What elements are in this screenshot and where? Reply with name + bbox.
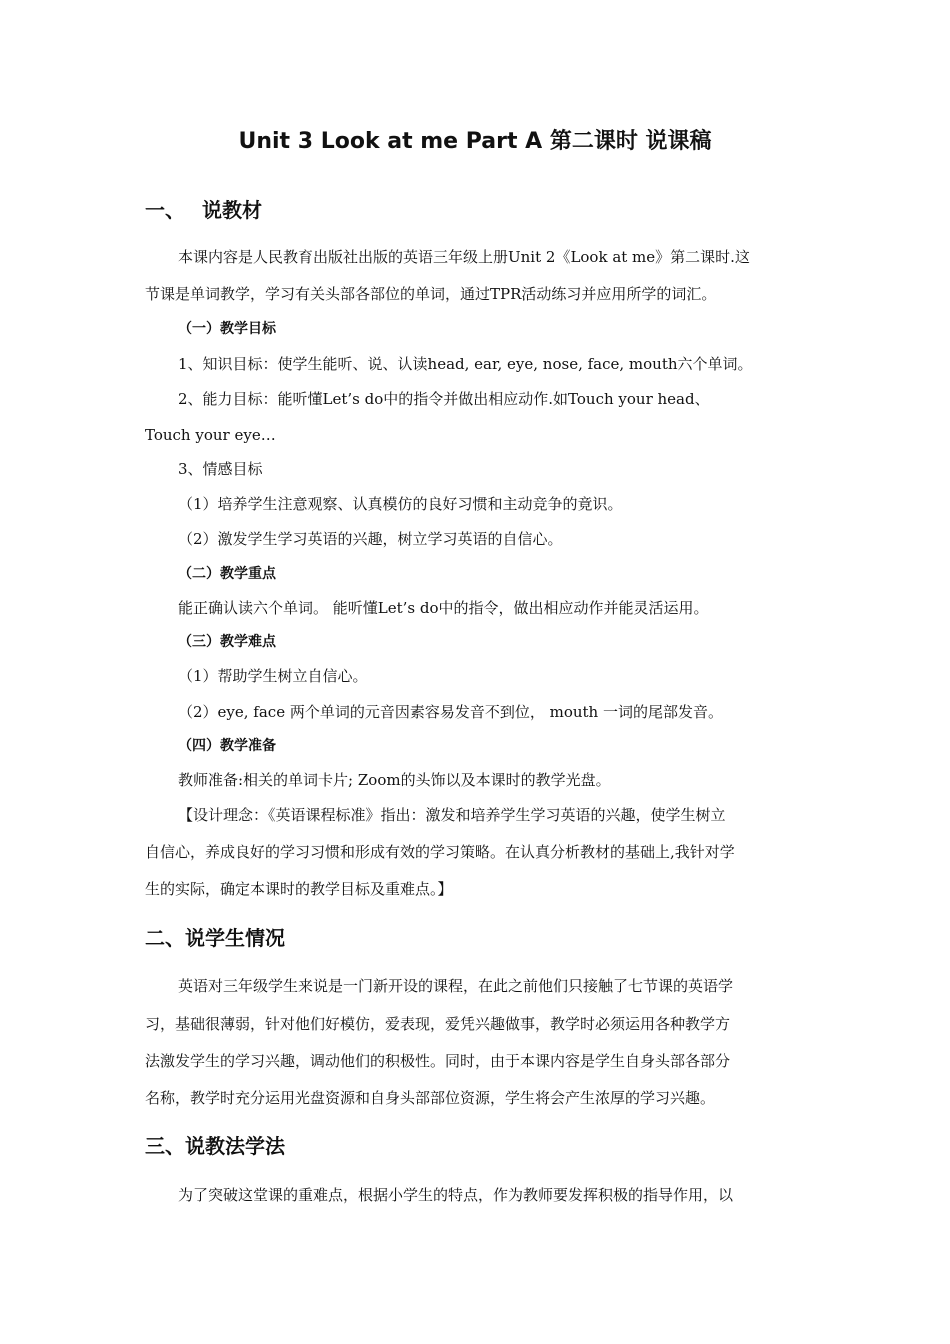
paragraph-line: 本课内容是人民教育出版社出版的英语三年级上册Unit 2《Look at me》第二课时.这 [178,248,750,266]
paragraph-line: 英语对三年级学生来说是一门新开设的课程，在此之前他们只接触了七节课的英语学 [178,977,734,995]
goal-ability: 2、能力目标：能听懂Let’s do中的指令并做出相应动作.如Touch your head、 [178,390,710,408]
design-note-line: 【设计理念：《英语课程标准》指出：激发和培养学生学习英语的兴趣，使学生树立 [178,806,726,824]
difficulty-heading: （三）教学难点 [178,634,276,650]
key-points-text: 能正确认读六个单词。 能听懂Let’s do中的指令，做出相应动作并能灵活运用。 [178,599,709,617]
design-note-line: 自信心，养成良好的学习习惯和形成有效的学习策略。在认真分析教材的基础上,我针对学 [145,843,735,861]
section-3-heading: 三、说教法学法 [145,1134,285,1158]
goals-heading: （一）教学目标 [178,321,276,337]
paragraph-line: 法激发学生的学习兴趣，调动他们的积极性。同时，由于本课内容是学生自身头部各部分 [145,1052,731,1070]
section-1-heading [145,196,262,224]
section-2-heading: 二、说学生情况 [145,926,285,950]
paragraph-line: 节课是单词教学，学习有关头部各部位的单词，通过TPR活动练习并应用所学的词汇。 [145,285,717,303]
goal-emotion-item: （1）培养学生注意观察、认真模仿的良好习惯和主动竞争的竟识。 [178,495,623,513]
section-1-number: 一、 [145,198,185,222]
paragraph-line: 名称，教学时充分运用光盘资源和自身头部部位资源，学生将会产生浓厚的学习兴趣。 [145,1089,716,1107]
preparation-heading: （四）教学准备 [178,738,276,754]
paragraph-line: 习，基础很薄弱，针对他们好模仿，爱表现，爱凭兴趣做事，教学时必须运用各种教学方 [145,1015,731,1033]
preparation-text: 教师准备:相关的单词卡片; Zoom的头饰以及本课时的教学光盘。 [178,771,611,789]
design-note-line: 生的实际，确定本课时的教学目标及重难点。】 [145,880,453,898]
paragraph-line: 为了突破这堂课的重难点，根据小学生的特点，作为教师要发挥积极的指导作用，以 [178,1186,734,1204]
goal-knowledge: 1、知识目标：使学生能听、说、认读head, ear, eye, nose, face, mouth六个单词。 [178,355,753,373]
difficulty-item: （1）帮助学生树立自信心。 [178,667,368,685]
goal-ability-cont: Touch your eye… [145,426,276,444]
key-points-heading: （二）教学重点 [178,566,276,582]
goal-emotion: 3、情感目标 [178,460,263,478]
goal-emotion-item: （2）激发学生学习英语的兴趣，树立学习英语的自信心。 [178,530,563,548]
difficulty-item: （2）eye, face 两个单词的元音因素容易发音不到位， mouth 一词的尾部发音。 [178,703,723,721]
section-1-title: 说教材 [202,198,262,222]
page-title: Unit 3 Look at me Part A 第二课时 说课稿 [238,129,712,154]
